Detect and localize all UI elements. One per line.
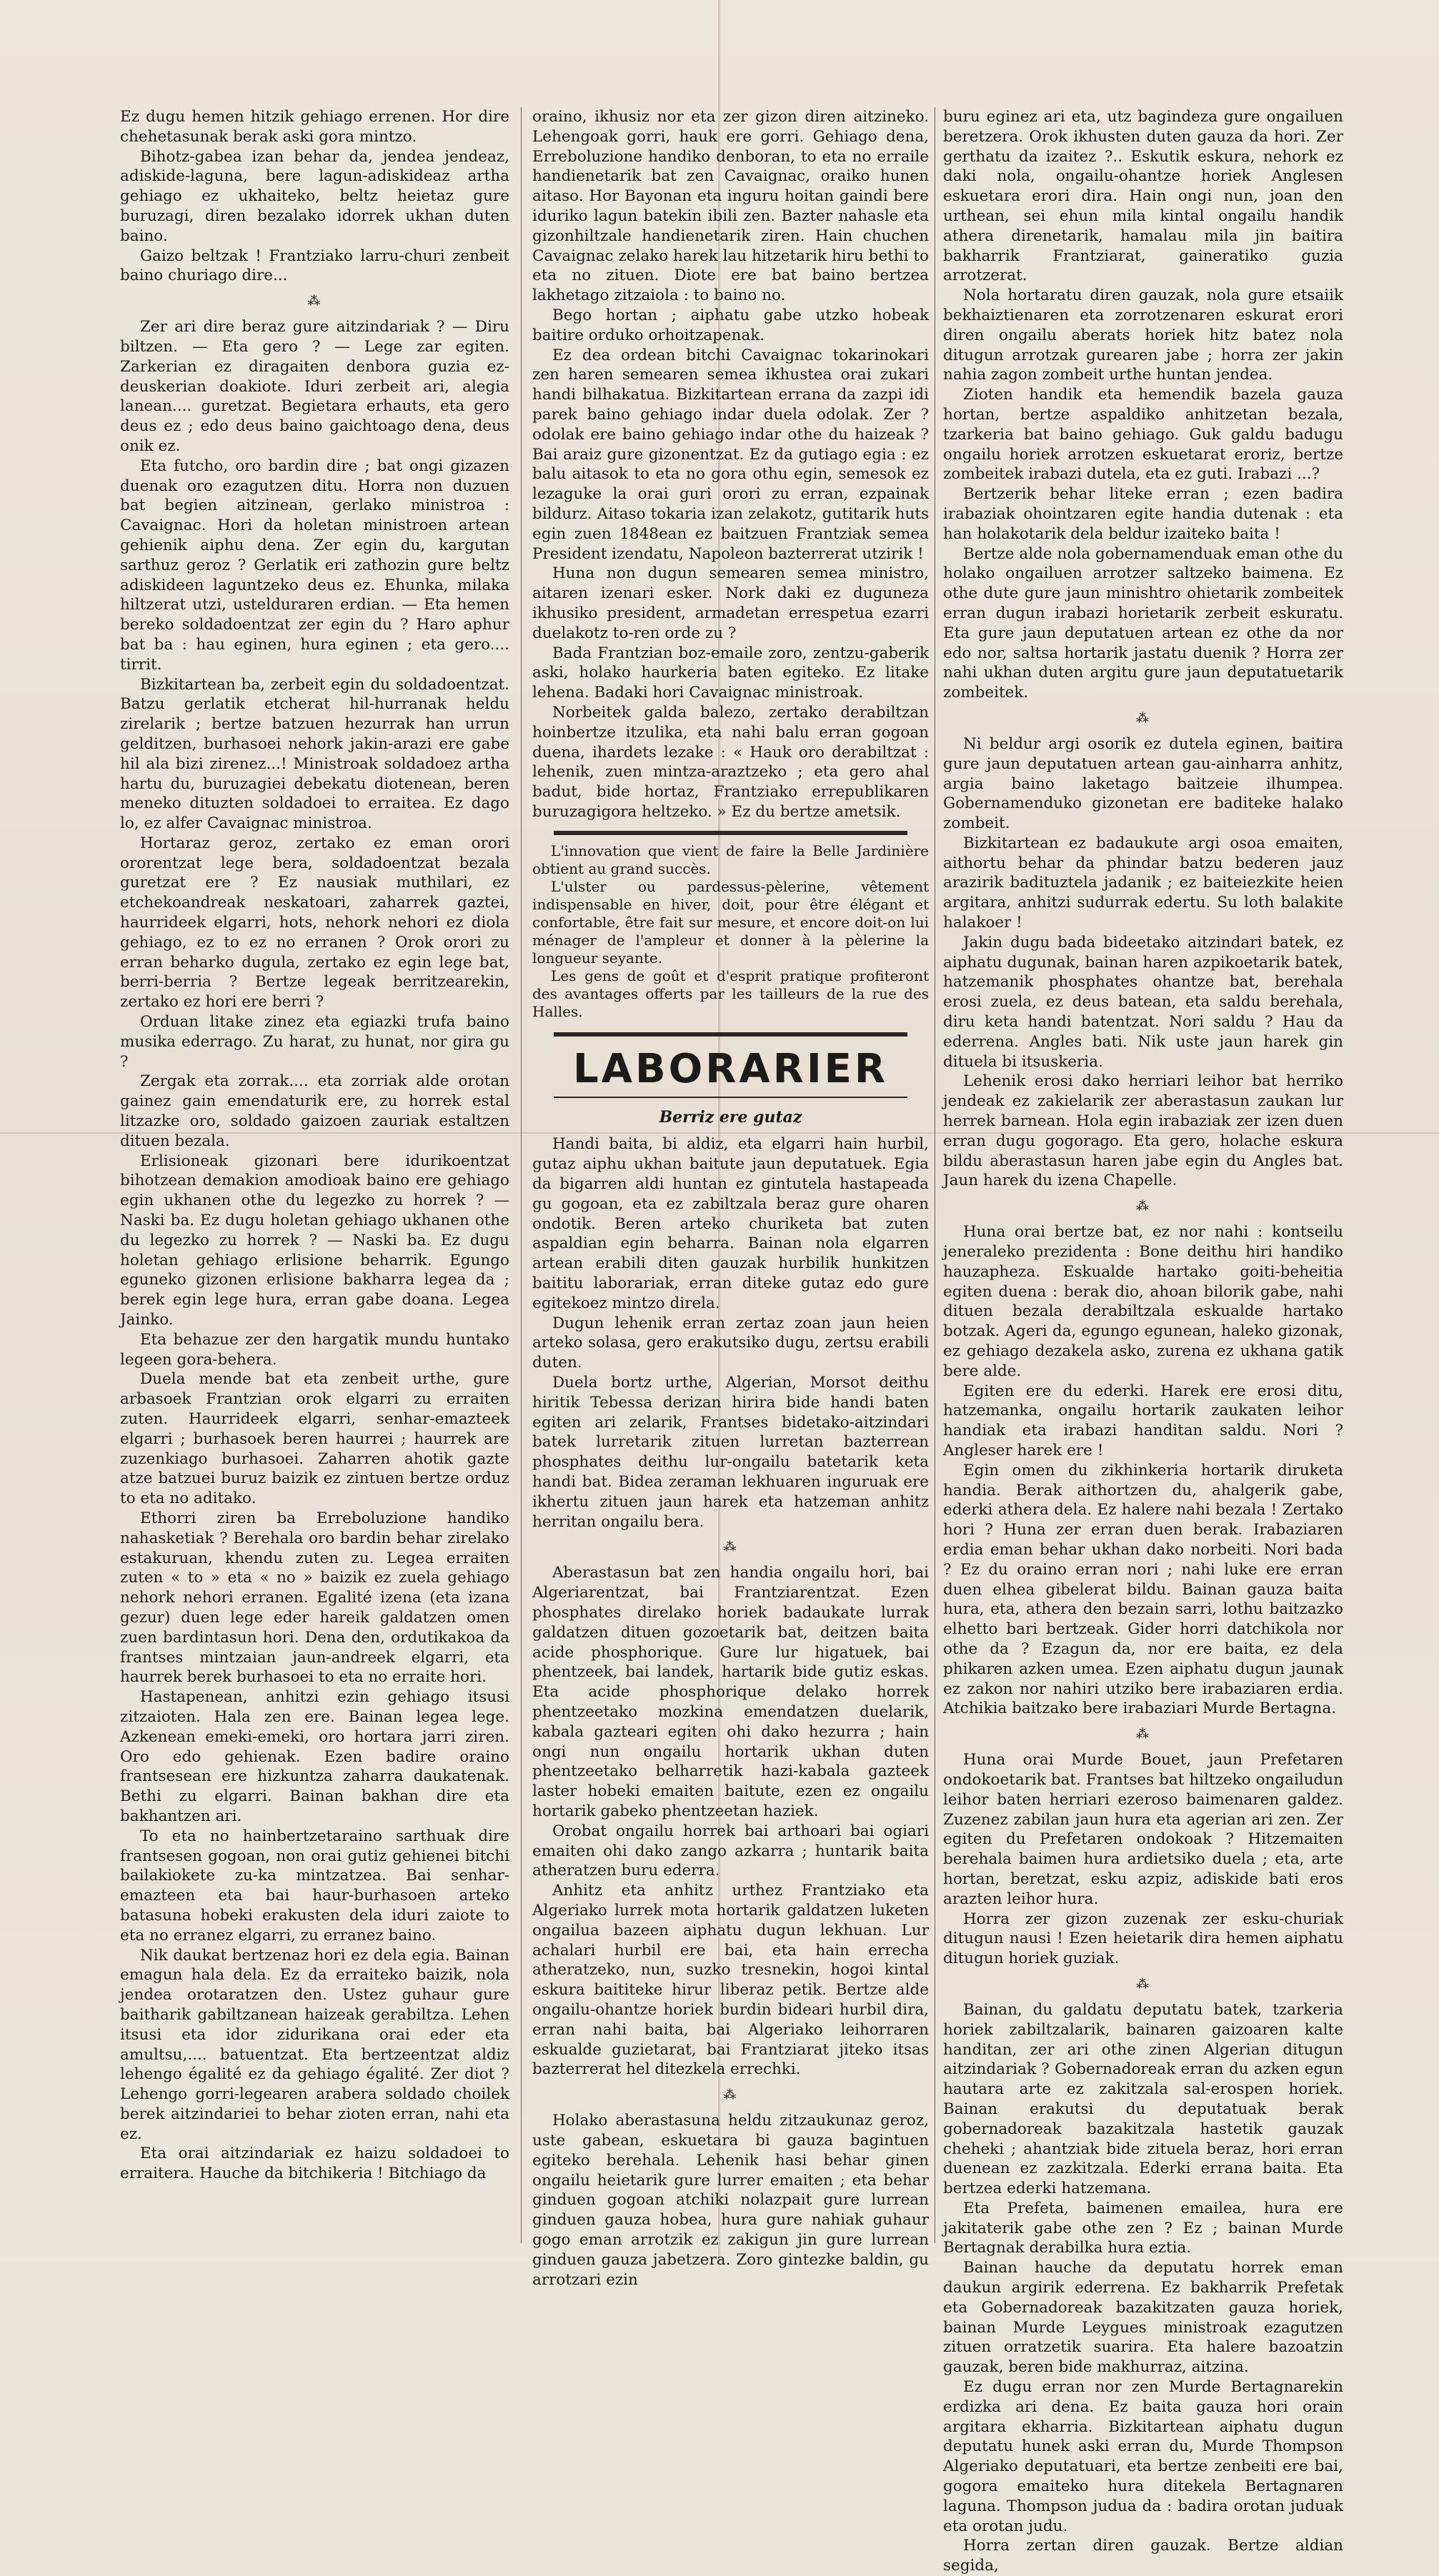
paragraph: Bertzerik behar liteke erran ; ezen badira irabaziak ohointzaren egite handia dutenak : eta han holakotarik dela beldur izaiteko baita ! [943,485,1343,543]
paragraph: Horra zer gizon zuzenak zer esku-churiak ditugun nausi ! Ezen heietarik dira hemen aiphatu ditugun horiek guziak. [943,1909,1343,1968]
paragraph: Huna orai bertze bat, ez nor nahi : kontseilu jeneraleko prezidenta : Bone deithu hiri handiko hauzapheza. Eskualde hartako goiti-beheitia egiten duena : berak dio, ahoan bilorik gabe, nahi dituen bezala derabiltzala eskualde hartako botzak. Ageri da, egungo egunean, haleko gizonak, ez gehiago dezakela asko, zurena ez ukhana gatik bere alde. [943,1223,1343,1380]
section-separator-asterism: ⁂ [1136,710,1150,726]
paragraph: Huna orai Murde Bouet, jaun Prefetaren ondokoetarik bat. Frantses bat hiltzeko ongailudun leihor baten herriari ezeroso baimenaren galdez. Zuzenez zabilan jaun hura eta agerian ari zen. Zer egiten du Prefetaren ondokoak ? Hitzemaiten berehala baimen hura ardietsiko duela ; eta, arte hortan, beretzat, esku azpiz, adiskide bati eros arazten leihor hura. [943,1751,1343,1908]
paragraph: Ez dea ordean bitchi Cavaignac tokarinokari zen haren semearen semea ikhustea orai zukari handi bilhakatua. Bizkitartean errana da zazpi idi parek baino gehiago indar duela odolak. Zer ? odolak ere baino gehiago indar othe du haizeak ? Bai araiz gure gizonentzat. Ez da gutiago egia : ez balu aitasok to eta no gora othu egin, semesok ez lezaguke la orai guri orori zu erran, ezpainak bildurz. Aitaso tokaria izan zelakotz, gutitarik huts egin zuen 1848ean ez baitzuen Frantziak semea President izendatu, Napoleon bazterrerat utzirik ! [532,346,929,563]
paragraph: Erlisioneak gizonari bere idurikoentzat bihotzean demakion amodioak baino ere gehiago egin ukhanen othe du legezko zu horrek ? — Naski ba. Ez dugu holetan gehiago ukhanen othe du legezko zu horrek ? — Naski ba. Ez dugu holetan gehiago erlisione beharrik. Egungo eguneko gizonen erlisione bakharra legea da ; berek egin lege hura, erran gabe doana. Legea Jainko. [120,1152,509,1329]
paragraph: Bizkitartean ba, zerbeit egin du soldadoentzat. Batzu gerlatik etcherat hil-hurranak heldu zirelarik ; bertze batzuen hezurrak han urrun gelditzen, burhasoei nehork jakin-arazi ere gabe hil ala bizi zirenez...! Ministroak soldadoez artha hartu du, buruzagiei debekatu diotenean, beren meneko dituzten soldadoei to erraitea. Ez dago lo, ez alfer Cavaignac ministroa. [120,675,509,833]
paragraph: Bainan hauche da deputatu horrek eman daukun argirik ederrena. Ez bakharrik Prefetak eta Gobernadoreak bazakitzaten gauza horiek, bainan Murde Leygues ministroak ezagutzen zituen orratzetik suarira. Eta halere bazoatzin gauzak, beren bide makhurraz, aitzina. [943,2259,1343,2377]
paragraph: Orduan litake zinez eta egiazki trufa baino musika ederrago. Zu harat, zu hunat, nor gira gu ? [120,1013,509,1071]
section-separator-asterism: ⁂ [1136,1727,1150,1742]
article-subheading: Berriz ere gutaz [659,1107,802,1127]
advertisement-block [532,842,929,1021]
paragraph: Aberastasun bat zen handia ongailu hori, bai Algeriarentzat, bai Frantziarentzat. Ezen phosphates direlako horiek badaukate lurrak galdatzen dituen gozoetarik bat, deitzen baita acide phosphorique. Gure lur higatuek, bai phentzeek, bai landek, hartarik bide gutiz eskas. Eta acide phosphorique delako horrek phentzeetako mozkina emendatzen duelarik, kabala gazteari egiten ohi dako hezurra ; hain ongi nun ongailu hortarik ukhan duten phentzeetako belharretik hazi-kabala gazteek laster hobeki emaiten baitute, ezen ez ongailu hortarik gabeko phentzeetan haziek. [532,1564,929,1820]
paragraph: Handi baita, bi aldiz, eta elgarri hain hurbil, gutaz aiphu ukhan baitute jaun deputatuek. Egia da bigarren aldi huntan ez gintutela hastapeada gu gogoan, eta ez zabiltzala beraz gure oharen ondotik. Beren arteko churiketa bat zuten aspaldian egin beharra. Bainan nola elgarren artean erabili diten gauzak hurbilik hunkitzen baititu laborariak, erran diteke gutaz edo gure egitekoez mintzo direla. [532,1135,929,1312]
paragraph: Lehenik erosi dako herriari leihor bat herriko jendeak ez zakielarik zer aberastasun zaukan lur herrek barnean. Hola egin irabaziak zer izen duen erran dugu gogorago. Eta gero, holache eskura bildu aberastasun haren jabe egin du Angles bat. Jaun harek du izena Chapelle. [943,1072,1343,1190]
paragraph: buru eginez ari eta, utz bagindeza gure ongailuen beretzera. Orok ikhusten duten gauza da hori. Zer gerthatu da izaitez ?.. Eskutik eskura, nehork ez daki nola, ongailu-ohantze horiek Anglesen eskuetara erori dira. Hain ongi nun, joan den urthean, sei ehun mila kintal ongailu handik athera direnetarik, hamalau mila jin baitira bakharrik Frantziarat, gaineratiko guzia arrotzerat. [943,108,1343,285]
paragraph: Nik daukat bertzenaz hori ez dela egia. Bainan emagun hala dela. Ez da erraiteko baizik, nola jendea orotaratzen den. Ustez guhaur gure baitharik gabiltzanean haizeak gerabiltza. Lehen itsusi eta idor zidurikana orai eder eta amultsu,.... batuentzat. Eta bertzeentzat aldiz lehengo égalité ez da gehiago égalité. Zer diot ? Lehengo gorri-legearen arabera soldado choilek berek aitzindariei to behar zioten erran, nahi eta ez. [120,1946,509,2143]
paragraph: oraino, ikhusiz nor eta zer gizon diren aitzineko. Lehengoak gorri, hauk ere gorri. Gehiago dena, Erreboluzione handiko denboran, to eta no erraile handienetarik bat zen Cavaignac, oraiko hunen aitaso. Hor Bayonan eta inguru hoitan gaindi bere iduriko lagun batekin ibili zen. Bazter nahasle eta gizonhiltzale handienetarik ziren. Hain chuchen Cavaignac zelako harek lau hitzetarik hiru bethi to eta no zituen. Diote ere bat baino bertzea lakhetago zitzaiola : to baino no. [532,108,929,305]
section-separator-asterism: ⁂ [723,1539,738,1555]
paragraph: Eta Prefeta, baimenen emailea, hura ere jakitaterik gabe othe zen ? Ez ; bainan Murde Bertagnak derabilka hura eztia. [943,2199,1343,2257]
section-separator-asterism: ⁂ [307,294,322,309]
column-rule-left [521,107,522,2243]
column-middle [532,107,929,2289]
paragraph: Gaizo beltzak ! Frantziako larru-churi zenbeit baino churiago dire... [120,246,509,285]
paragraph: Anhitz eta anhitz urthez Frantziako eta Algeriako lurrek mota hortarik galdatzen luketen ongailua bazeen aiphatu dugun lekhuan. Lur achalari hurbil ere bai, eta hain errecha atheratzeko, nun, suzko tresnekin, hogoi kintal eskura baititeke hirur liberaz petik. Bertze alde ongailu-ohantze horiek burdin bideari hurbil dira, erran nahi baita, bai Algeriako leihorraren eskualde guzietarat, bai Frantziarat jiteko itsas bazterrerat hel ditezkela errechki. [532,1882,929,2079]
advertisement-line: L'innovation que vient de faire la Belle Jardinière obtient au grand succès. [532,842,929,877]
section-separator-asterism: ⁂ [1136,1976,1150,1992]
paragraph: Jakin dugu bada bideetako aitzindari batek, ez aiphatu dugunak, bainan haren azpikoetarik batek, hatzemanik phosphates ohantze bat, berehala erosi zuela, ez deus batean, eta saldu berehala, diru keta handi batentzat. Nori saldu ? Hau da ederrena. Angles bati. Nik uste jaun harek gin dituela bi itsuskeria. [943,933,1343,1071]
paragraph: Ethorri ziren ba Erreboluzione handiko nahasketiak ? Berehala oro bardin behar zirelako estakuruan, khendu zuten zu. Legea erraiten zuten « to » eta « no » baizik ez zuela gehiago nehork nehori erranen. Egalité izena (eta izana gezur) duen lege eder hareik galdatzen omen zuen bardintasun hori. Dena den, ordutikakoa da frantses mintzaian jaun-andreek elgarri, eta haurrek berek burhasoei to eta no erraite hori. [120,1509,509,1687]
advertisement-bottom-rule [554,1032,907,1037]
paragraph: Hortaraz geroz, zertako ez eman orori ororentzat lege bera, soldadoentzat bezala guretzat ere ? Ez nausiak muthilari, ez etchekoandreak neskatoari, zaharrek gaztei, haurrideek elgarri, hots, nehork nehori ez diola gehiago, ez to ez no erranen ? Orok orori zu erran beharko dugula, zertako ez egin lege bat, berri-berria ? Bertze legeak berritzearekin, zertako ez hori ere berri ? [120,834,509,1012]
advertisement-line: L'ulster ou pardessus-pèlerine, vêtement indispensable en hiver, doit, pour être élégant et confortable, être fait sur mesure, et encore doit-on lui ménager de l'ampleur et donner à la pèlerine la longueur seyante. [532,877,929,967]
paragraph: Egiten ere du ederki. Harek ere erosi ditu, hatzemanka, ongailu hortarik zaukaten leihor handiak eta irabazi handitan saldu. Nori ? Angleser harek ere ! [943,1382,1343,1459]
paragraph: Ni beldur argi osorik ez dutela eginen, baitira gure jaun deputatuen artean gau-ainharra anhitz, argia baino laketago baitzeie ilhumpea. Gobernamenduko gizonetan ere baditeke halako zombeit. [943,734,1343,833]
advertisement-line: Les gens de goût et d'esprit pratique profiteront des avantages offerts par les tailleurs de la rue des Halles. [532,967,929,1020]
paragraph: Bainan, du galdatu deputatu batek, tzarkeria horiek zabiltzalarik, bainaren gaizoaren kalte handitan, zer ari othe zinen Algerian ditugun aitzindariak ? Gobernadoreak erran du azken egun hautara arte ez zakitzala sal-erospen horiek. Bainan erakutsi du deputatuak berak gobernadoreak bazakitzala hastetik gauzak cheheki ; ahantziak bide zituela beraz, hori erran duenean ez zazkitzala. Ederki errana baita. Eta bertzea ederki hatzemana. [943,2000,1343,2198]
paragraph: Bada Frantzian boz-emaile zoro, zentzu-gaberik aski, holako haurkeria baten egiteko. Ez litake lehena. Badaki hori Cavaignac ministroak. [532,644,929,702]
paragraph: Bizkitartean ez badaukute argi osoa emaiten, aithortu behar da phindar batzu bederen jauz arazirik badituztela jadanik ; ez baiteiezkite heien argitara, anhitzi sudurrak edertu. Su loth balakite halakoer ! [943,834,1343,932]
paragraph: Eta orai aitzindariak ez haizu soldadoei to erraitera. Hauche da bitchikeria ! Bitchiago da [120,2145,509,2183]
column-left [120,107,509,2243]
masthead-rule [554,1097,907,1098]
paragraph: Zer ari dire beraz gure aitzindariak ? — Diru biltzen. — Eta gero ? — Lege zar egiten. Zarkerian ez diragaiten denbora guzia ez-deuskerian doakiote. Iduri zerbeit ari, alegia lanean.... guretzat. Begietara erhauts, eta gero deus ez ; edo deus baino gaichtoago dena, deus onik ez. [120,318,509,455]
column-right [943,107,1343,2575]
paragraph: Zergak eta zorrak.... eta zorriak alde orotan gainez gain emendaturik ere, zu horrek estal litzazke oro, soldado gaizoen zauriak estaltzen dituen bezala. [120,1072,509,1150]
paragraph: Orobat ongailu horrek bai arthoari bai ogiari emaiten ohi dako zango azkarra ; huntarik baita atheratzen buru ederra. [532,1822,929,1880]
paragraph: Eta behazue zer den hargatik mundu huntako legeen gora-behera. [120,1330,509,1369]
paragraph: Bertze alde nola gobernamenduak eman othe du holako ongailuen arrotzer saltzeko baimena. Ez othe dute gure jaun minishtro ohietarik zombeitek erran dugun irabazi horietarik zerbeit eskuratu. Eta gure jaun deputatuen artean ez othe da nor edo nor, saltsa hortarik jastatu duenik ? Horra zer nahi ukhan duten argitu gure jaun deputatuetarik zombeitek. [943,544,1343,702]
paragraph: Ez dugu erran nor zen Murde Bertagnarekin erdizka ari dena. Ez baita gauza hori orain argitara ekharria. Bizkitartean aiphatu dugun deputatu hunek aski erran du, Murde Thompson Algeriako deputatuari, eta bertze zenbeiti ere bai, gogora emaiteko hura ditekela Bertagnaren laguna. Thompson judua da : badira orotan juduak eta orotan judu. [943,2378,1343,2535]
paragraph: Bego hortan ; aiphatu gabe utzko hobeak baitire orduko orhoitzapenak. [532,306,929,344]
paragraph: Ez dugu hemen hitzik gehiago errenen. Hor dire chehetasunak berak aski gora mintzo. [120,108,509,146]
paragraph: Eta futcho, oro bardin dire ; bat ongi gizazen duenak oro ezagutzen ditu. Horra non duzuen bat begien aitzinean, gerlako ministroa : Cavaignac. Hori da holetan ministroen artean gehienik aiphu dena. Zer egin du, kargutan sarthuz geroz ? Gerlatik eri zathozin gure beltz adiskideen laguntzeko deus ez. Ehunka, milaka hiltzerat utzi, ustelduraren erdian. — Eta hemen bereko soldadoentzat zer egin du ? Haro aphur bat ba : hau eginen, hura eginen ; eta gero.... tirrit. [120,456,509,674]
paragraph: Horra zertan diren gauzak. Bertze aldian segida, [943,2537,1343,2575]
paragraph: Bihotz-gabea izan behar da, jendea jendeaz, adiskide-laguna, bere lagun-adiskideaz artha gehiago ez ukhaiteko, beltz heietaz gure buruzagi, diren bezalako idorrek ukhan duten baino. [120,147,509,245]
paragraph: Egin omen du zikhinkeria hortarik diruketa handia. Berak aithortzen du, ahalgerik gabe, ederki athera dela. Ez halere nahi bezala ! Zertako hori ? Huna zer erran duen berak. Irabaziaren erdia eman behar ukhan dako norbeiti. Nori bada ? Ez du oraino erran nori ; nahi luke ere erran duen elhea gibelerat bildu. Bainan gauza baita hura, eta, athera den bezain sarri, lothu baitzazko elhetto bari bertzeak. Gider horri datchikola nor othe da ? Ezagun da, nor ere baita, ez dela phikaren azken umea. Ezen aiphatu dugun jaunak ez zakon nor nahiri utziko bere irabaziaren erdia. Atchikia baitzako bere irabaziari Murde Bertagna. [943,1461,1343,1718]
paragraph: Huna non dugun semearen semea ministro, aitaren izenari esker. Nork daki ez duguneza ikhusiko president, armadetan errespetua ezarri duelakotz to-ren orde zu ? [532,564,929,642]
section-separator-asterism: ⁂ [1136,1199,1150,1214]
paragraph: Zioten handik eta hemendik bazela gauza hortan, bertze aspaldiko anhitzetan bezala, tzarkeria bat baino gehiago. Guk galdu badugu ongailu horiek arrotzen eskuetarat eroriz, bertze zombeitek irabazi dutela, eta ez guti. Irabazi ...? [943,386,1343,484]
paragraph: Norbeitek galda balezo, zertako derabiltzan hoinbertze itzulika, eta nahi balu erran gogoan duena, ihardets lezake : « Hauk oro derabiltzat : lehenik, zuen mintza-araztzeko ; eta gero ahal badut, bide hortaz, Frantziako errepublikaren buruzagigora heltzeko. » Ez du bertze ametsik. [532,703,929,821]
section-masthead: LABORARIER [572,1045,889,1092]
paragraph: Duela mende bat eta zenbeit urthe, gure arbasoek Frantzian orok elgarri zu erraiten zuten. Haurrideek elgarri, senhar-emazteek elgarri ; burhasoek beren haurrei ; haurrek are zuzenkiago burhasoei. Zaharren ahotik gazte atze batzuei buruz baizik ez zintuen bertze orduz to eta no aditako. [120,1370,509,1508]
paragraph: To eta no hainbertzetaraino sarthuak dire frantsesen gogoan, non orai gutiz gehienei bitchi bailakiokete zu-ka mintzatzea. Bai senhar-emazteen eta bai haur-burhasoen arteko batasuna hobeki erakusten dela iduri zaiote to eta no erranez elgarri, zu erranez baino. [120,1827,509,1945]
paragraph: Holako aberastasuna heldu zitzaukunaz geroz, uste gabean, eskuetara bi gauza bagintuen egiteko berehala. Lehenik hasi behar ginen ongailu heietarik gure lurrer emaiten ; eta behar ginduen gogoan atchiki nolazpait gure lurrean ginduen gauza hobea, hura gure nahiak guhaur gogo eman arrotzik ez zakigun jin gure lurrean ginduen gauza jabetzera. Zoro gintezke baldin, gu arrotzari ezin [532,2112,929,2289]
paragraph: Hastapenean, anhitzi ezin gehiago itsusi zitzaioten. Hala zen ere. Bainan legea lege. Azkenean emeki-emeki, oro hortara jarri ziren. Oro edo gehienak. Ezen badire oraino frantsesean ere hizkuntza zaharra daukatenak. Bethi zu elgarri. Bainan bakhan dire eta bakhantzen ari. [120,1688,509,1825]
paragraph: Nola hortaratu diren gauzak, nola gure etsaiik bekhaiztienaren eta zorrotzenaren eskurat erori diren ongailu aberats horiek hitz batez nola ditugun arrotzak gurearen jabe ; horra zer jakin nahia zagon zombeit urthe huntan jendea. [943,286,1343,384]
paragraph: Duela bortz urthe, Algerian, Morsot deithu hiritik Tebessa derizan hirira bide handi baten egiten ari zelarik, Frantses bidetako-aitzindari batek lurretarik zituen lurretan bazterrean phosphates deithu lur-ongailu batetarik keta handi bat. Bidea zeraman lekhuaren inguruak ere ikhertu zituen jaun harek eta hatzeman anhitz herritan ongailu bera. [532,1374,929,1531]
paragraph: Dugun lehenik erran zertaz zoan jaun heien arteko solasa, gero erakutsiko dugu, zertsu erabili duten. [532,1314,929,1372]
section-separator-asterism: ⁂ [723,2087,738,2103]
advertisement-top-rule [554,831,907,835]
